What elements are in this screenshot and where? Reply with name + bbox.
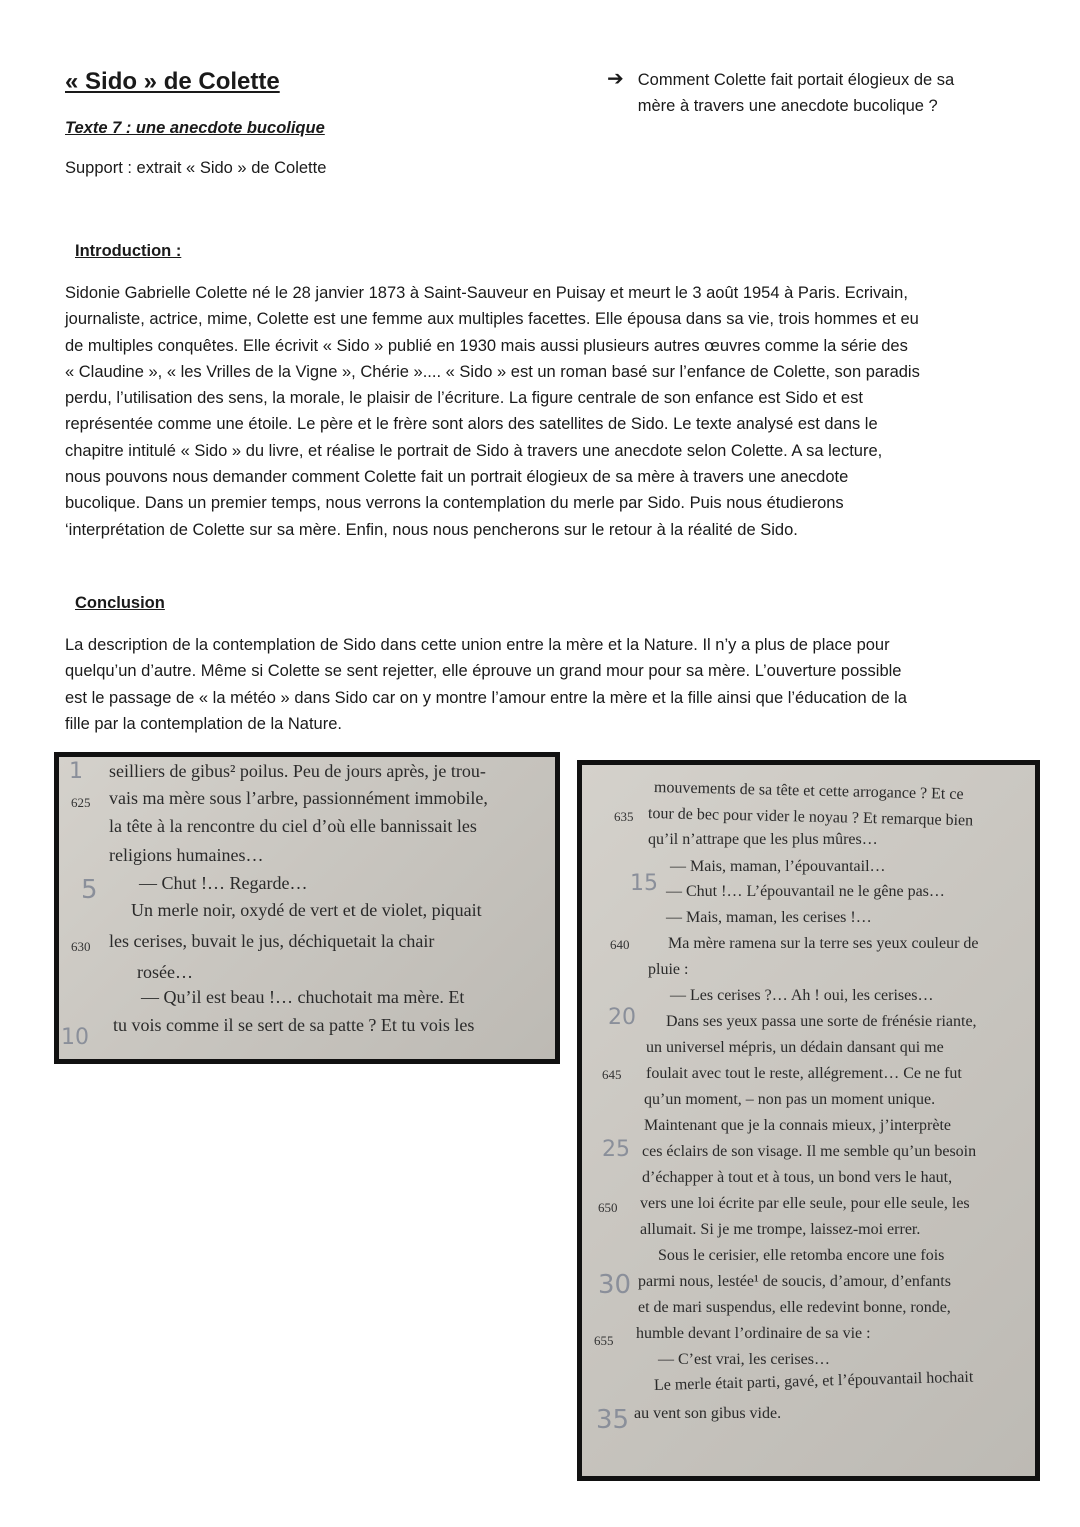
excerpt-page-right: [582, 765, 1035, 1476]
line-number: 655: [594, 1333, 614, 1348]
intro-line: « Claudine », « les Vrilles de la Vigne », Chérie ».... « Sido » est un roman basé sur l’enfance de Colette, son paradis: [65, 362, 920, 381]
excerpt-line: — Chut !… L’épouvantail ne le gêne pas…: [666, 883, 945, 900]
conclusion-line: quelqu’un d’autre. Même si Colette se sent rejetter, elle éprouve un grand mour pour sa mère. L’ouverture possible: [65, 662, 902, 681]
excerpt-line: mouvements de sa tête et cette arrogance ? Et ce: [653, 779, 964, 804]
document-title: « Sido » de Colette: [65, 68, 280, 95]
intro-line: de multiples conquêtes. Elle écrivit « Sido » publié en 1930 mais aussi plusieurs autres œuvres comme la série des: [65, 336, 908, 355]
excerpt-photo-left: [54, 752, 560, 1064]
excerpt-line: parmi nous, lestée¹ de soucis, d’amour, d’enfants: [638, 1273, 951, 1290]
excerpt-line: foulait avec tout le reste, allégrement… Ce ne fut: [646, 1065, 962, 1082]
line-number: 625: [71, 795, 91, 810]
arrow-right-icon: ➔: [607, 68, 624, 90]
question-line-1: Comment Colette fait portait élogieux de sa: [637, 71, 955, 89]
line-number: 640: [610, 937, 630, 952]
excerpt-line: religions humaines…: [109, 845, 264, 865]
excerpt-line: seilliers de gibus² poilus. Peu de jours après, je trou-: [109, 761, 486, 781]
intro-line: Sidonie Gabrielle Colette né le 28 janvier 1873 à Saint-Sauveur en Puisay et meurt le 3 août 1954 à Paris. Ecrivain,: [65, 284, 908, 302]
excerpt-line: — Mais, maman, les cerises !…: [666, 909, 872, 926]
line-number: 630: [71, 939, 91, 954]
intro-line: chapitre intitulé « Sido » du livre, et réalise le portrait de Sido à travers une anecdote selon Colette. A sa lecture,: [65, 441, 883, 460]
line-number: 635: [614, 809, 634, 824]
excerpt-line: Ma mère ramena sur la terre ses yeux couleur de: [668, 935, 979, 952]
excerpt-line: qu’il n’attrape que les plus mûres…: [648, 831, 878, 848]
problematic-question: [607, 67, 1017, 119]
excerpt-line: et de mari suspendus, elle redevint bonne, ronde,: [638, 1299, 951, 1316]
handwritten-number: 10: [61, 1025, 89, 1050]
excerpt-line: tu vois comme il se sert de sa patte ? Et tu vois les: [113, 1015, 475, 1035]
excerpt-line: qu’un moment, – non pas un moment unique.: [644, 1091, 936, 1108]
excerpt-line: Maintenant que je la connais mieux, j’interprète: [644, 1117, 951, 1134]
intro-line: bucolique. Dans un premier temps, nous verrons la contemplation du merle par Sido. Puis nous étudierons: [65, 494, 844, 513]
excerpt-line: tour de bec pour vider le noyau ? Et remarque bien: [647, 805, 974, 830]
excerpt-line: vais ma mère sous l’arbre, passionnément immobile,: [109, 788, 488, 808]
intro-line: nous pouvons nous demander comment Colette fait un portrait élogieux de sa mère à travers une anecdote: [65, 468, 849, 487]
excerpt-line: — Qu’il est beau !… chuchotait ma mère. Et: [141, 987, 465, 1007]
conclusion-heading: Conclusion: [75, 594, 165, 612]
excerpt-line: — Mais, maman, l’épouvantail…: [670, 858, 886, 875]
excerpt-line: Un merle noir, oxydé de vert et de violet, piquait: [131, 900, 482, 920]
excerpt-line: vers une loi écrite par elle seule, pour elle seule, les: [640, 1195, 970, 1212]
excerpt-line: les cerises, buvait le jus, déchiquetait la chair: [109, 931, 435, 951]
handwritten-number: 15: [630, 871, 658, 896]
introduction-heading: Introduction :: [75, 242, 182, 260]
excerpt-line: rosée…: [137, 962, 193, 982]
excerpt-line: Dans ses yeux passa une sorte de frénésie riante,: [666, 1013, 977, 1030]
line-number: 650: [598, 1200, 618, 1215]
handwritten-number: 25: [602, 1137, 630, 1162]
excerpt-line: allumait. Si je me trompe, laissez-moi errer.: [640, 1221, 921, 1238]
line-number: 645: [602, 1067, 622, 1082]
excerpt-line: — Chut !… Regarde…: [139, 873, 308, 893]
excerpt-line: au vent son gibus vide.: [634, 1405, 782, 1422]
excerpt-line: humble devant l’ordinaire de sa vie :: [636, 1325, 871, 1342]
intro-line: représentée comme une étoile. Le père et le frère sont alors des satellites de Sido. Le texte analysé est dans le: [65, 415, 878, 434]
excerpt-line: la tête à la rencontre du ciel d’où elle bannissait les: [109, 816, 477, 836]
excerpt-page-left: [59, 757, 555, 1059]
excerpt-line: d’échapper à tout et à tous, un bond vers le haut,: [642, 1169, 953, 1186]
conclusion-paragraph: [65, 632, 1020, 737]
excerpt-line: — C’est vrai, les cerises…: [658, 1351, 830, 1368]
excerpt-line: — Les cerises ?… Ah ! oui, les cerises…: [670, 987, 934, 1004]
excerpt-line: Le merle était parti, gavé, et l’épouvantail hochait: [653, 1368, 974, 1394]
excerpt-line: pluie :: [648, 961, 689, 978]
intro-line: perdu, l’utilisation des sens, la morale, le plaisir de l’écriture. La figure centrale de son enfance est Sido et est: [65, 389, 863, 408]
conclusion-line: fille par la contemplation de la Nature.: [65, 714, 342, 733]
conclusion-line: La description de la contemplation de Sido dans cette union entre la mère et la Nature. Il n’y a plus de place pour: [65, 636, 890, 654]
handwritten-number: 5: [81, 875, 98, 905]
intro-line: ‘interprétation de Colette sur sa mère. Enfin, nous nous pencherons sur le retour à la réalité de Sido.: [65, 520, 798, 539]
conclusion-line: est le passage de « la météo » dans Sido car on y montre l’amour entre la mère et la fille ainsi que l’éducation de la: [65, 688, 907, 707]
support-line: Support : extrait « Sido » de Colette: [65, 159, 327, 177]
question-line-2: mère à travers une anecdote bucolique ?: [637, 97, 938, 115]
handwritten-number: 1: [69, 759, 83, 784]
introduction-paragraph: [65, 280, 1020, 543]
handwritten-number: 35: [596, 1405, 630, 1435]
intro-line: journaliste, actrice, mime, Colette est une femme aux multiples facettes. Elle épousa dans sa vie, trois hommes et eu: [65, 310, 919, 329]
excerpt-photo-right: [577, 760, 1040, 1481]
document-subtitle: Texte 7 : une anecdote bucolique: [65, 119, 325, 137]
handwritten-number: 20: [608, 1005, 636, 1030]
excerpt-line: un universel mépris, un dédain dansant qui me: [646, 1039, 944, 1056]
excerpt-line: ces éclairs de son visage. Il me semble qu’un besoin: [642, 1143, 977, 1160]
handwritten-number: 30: [598, 1270, 632, 1300]
excerpt-line: Sous le cerisier, elle retomba encore une fois: [658, 1247, 945, 1264]
